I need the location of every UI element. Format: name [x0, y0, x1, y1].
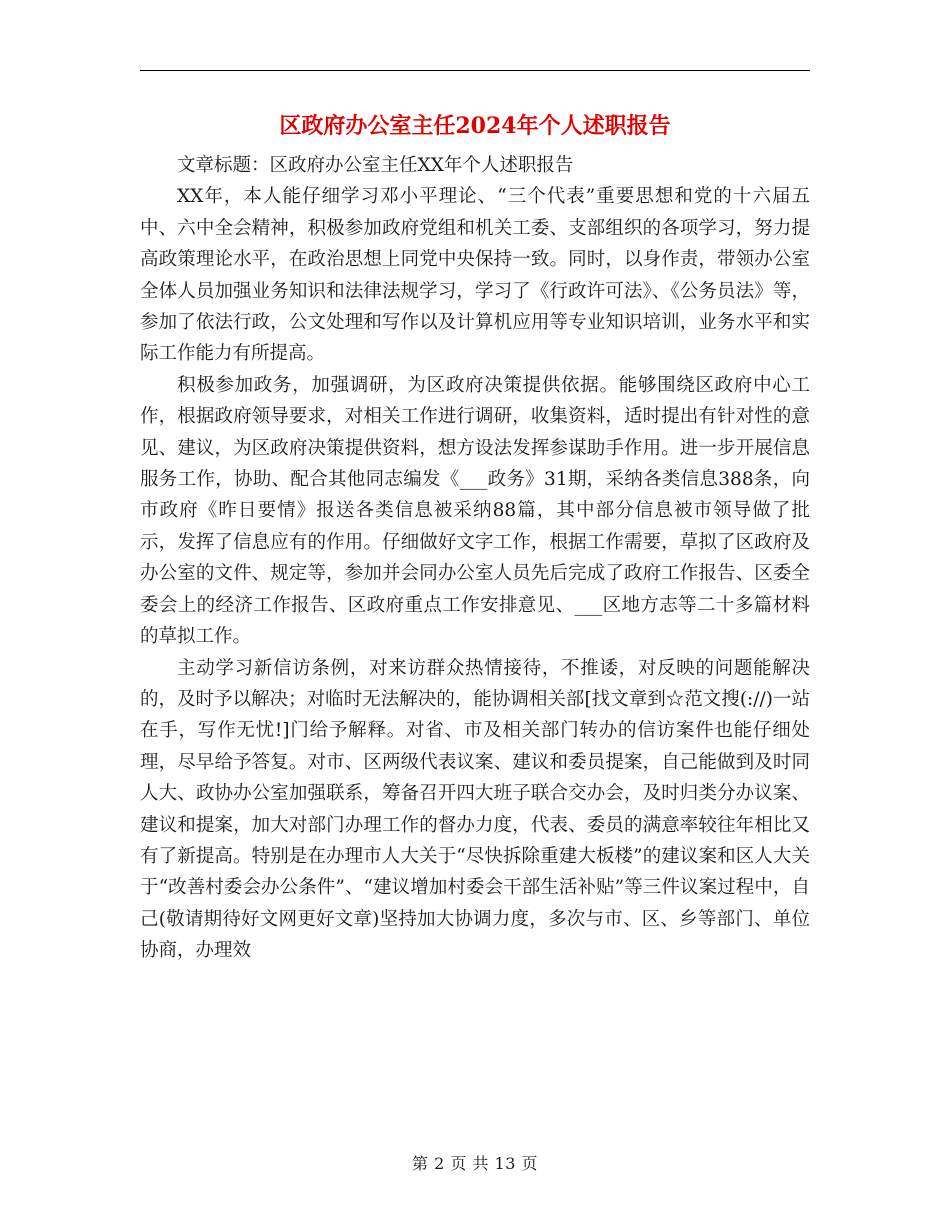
paragraph-article-heading: 文章标题：区政府办公室主任XX年个人述职报告: [177, 155, 574, 176]
paragraph-research: 积极参加政务，加强调研，为区政府决策提供依据。能够围绕区政府中心工作，根据政府领导要求，对相关工作进行调研，收集资料，适时提出有针对性的意见、建议，为区政府决策提供资料，想方设法发挥参谋助手作用。进一步开展信息服务工作，协助、配合其他同志编发《___政务》31期，采纳各类信息388条，向市政府《昨日要情》报送各类信息被采纳88篇，其中部分信息被市领导做了批示，发挥了信息应有的作用。仔细做好文字工作，根据工作需要，草拟了区政府及办公室的文件、规定等，参加并会同办公室人员先后完成了政府工作报告、区委全委会上的经济工作报告、区政府重点工作安排意见、___区地方志等二十多篇材料的草拟工作。: [140, 374, 810, 648]
paragraph-petitions: 主动学习新信访条例，对来访群众热情接待，不推诿，对反映的问题能解决的，及时予以解决；对临时无法解决的，能协调相关部[找文章到☆范文搜(://)一站在手，写作无忧!]门给予解释。对省、市及相关部门转办的信访案件也能仔细处理，尽早给予答复。对市、区两级代表议案、建议和委员提案，自己能做到及时同人大、政协办公室加强联系，筹备召开四大班子联合交办会，及时归类分办议案、建议和提案，加大对部门办理工作的督办力度，代表、委员的满意率较往年相比又有了新提高。特别是在办理市人大关于“尽快拆除重建大板楼”的建议案和区人大关于“改善村委会办公条件”、“建议增加村委会干部生活补贴”等三件议案过程中，自己(敬请期待好文网更好文章)坚持加大协调力度，多次与市、区、乡等部门、单位协商，办理效: [140, 657, 810, 962]
header-rule: [140, 70, 810, 71]
paragraph-study: XX年，本人能仔细学习邓小平理论、“三个代表”重要思想和党的十六届五中、六中全会精神，积极参加政府党组和机关工委、支部组织的各项学习，努力提高政策理论水平，在政治思想上同党中央保持一致。同时，以身作责，带领办公室全体人员加强业务知识和法律法规学习，学习了《行政许可法》、《公务员法》等，参加了依法行政，公文处理和写作以及计算机应用等专业知识培训，业务水平和实际工作能力有所提高。: [140, 186, 810, 365]
document-body: [140, 150, 810, 967]
page-footer: 第 2 页 共 13 页: [412, 1154, 538, 1173]
document-title: 区政府办公室主任2024年个人述职报告: [279, 113, 671, 139]
